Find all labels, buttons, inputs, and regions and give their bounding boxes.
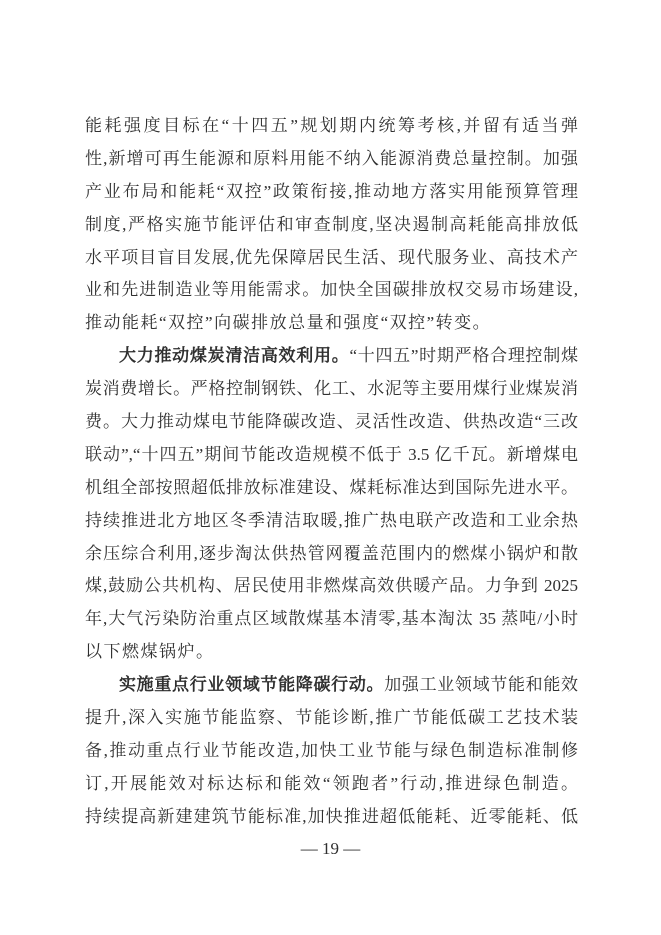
page-number: — 19 — — [300, 839, 361, 858]
text-segment: 机组全部按照超低排放标准建设、煤耗标准达到国际先进水平。 — [85, 477, 578, 497]
text-segment: 性,新增可再生能源和原料用能不纳入能源消费总量控制。加强 — [85, 148, 578, 168]
text-line — [85, 538, 578, 571]
text-line — [85, 274, 578, 307]
text-line — [85, 209, 578, 242]
bold-sentence: 大力推动煤炭清洁高效利用。 — [119, 346, 350, 366]
text-segment: 煤,鼓励公共机构、居民使用非燃煤高效供暖产品。力争到 2025 — [85, 576, 578, 596]
text-segment: 以下燃煤锅炉。 — [85, 642, 215, 662]
text-line — [85, 110, 578, 143]
text-line — [85, 702, 578, 735]
text-segment: 水平项目盲目发展,优先保障居民生活、现代服务业、高技术产 — [85, 247, 578, 267]
text-segment: 费。大力推动煤电节能降碳改造、灵活性改造、供热改造“三改 — [85, 412, 578, 432]
text-segment: 加强工业领域节能和能效 — [384, 675, 578, 695]
text-segment: 推动能耗“双控”向碳排放总量和强度“双控”转变。 — [85, 313, 492, 333]
text-segment: 产业布局和能耗“双控”政策衔接,推动地方落实用能预算管理 — [85, 181, 578, 201]
text-line — [85, 505, 578, 538]
text-line — [85, 472, 578, 505]
text-line — [85, 570, 578, 603]
text-segment: 业和先进制造业等用能需求。加快全国碳排放权交易市场建设, — [85, 280, 578, 300]
text-segment: 持续推进北方地区冬季清洁取暖,推广热电联产改造和工业余热 — [85, 510, 578, 530]
document-body — [85, 110, 578, 834]
text-segment: 余压综合利用,逐步淘汰供热管网覆盖范围内的燃煤小锅炉和散 — [85, 543, 578, 563]
text-segment: 联动”,“十四五”期间节能改造规模不低于 3.5 亿千瓦。新增煤电 — [85, 444, 578, 464]
text-segment: 制度,严格实施节能评估和审查制度,坚决遏制高耗能高排放低 — [85, 214, 578, 234]
text-segment: 年,大气污染防治重点区域散煤基本清零,基本淘汰 35 蒸吨/小时 — [85, 609, 578, 629]
bold-sentence: 实施重点行业领域节能降碳行动。 — [119, 675, 385, 695]
text-segment: 订,开展能效对标达标和能效“领跑者”行动,推进绿色制造。 — [85, 773, 578, 793]
text-segment: 提升,深入实施节能监察、节能诊断,推广节能低碳工艺技术装 — [85, 708, 578, 728]
text-line — [85, 143, 578, 176]
text-line — [85, 439, 578, 472]
text-segment: 炭消费增长。严格控制钢铁、化工、水泥等主要用煤行业煤炭消 — [85, 379, 578, 399]
text-line — [85, 373, 578, 406]
text-line — [85, 801, 578, 834]
text-segment: 持续提高新建建筑节能标准,加快推进超低能耗、近零能耗、低 — [85, 806, 578, 826]
text-line — [85, 176, 578, 209]
text-line — [85, 735, 578, 768]
text-line — [85, 636, 578, 669]
text-segment: 备,推动重点行业节能改造,加快工业节能与绿色制造标准制修 — [85, 740, 578, 760]
text-line — [85, 340, 578, 373]
text-line — [85, 307, 578, 340]
text-line — [85, 242, 578, 275]
text-segment: 能耗强度目标在“十四五”规划期内统筹考核,并留有适当弹 — [85, 116, 578, 135]
text-line — [85, 603, 578, 636]
text-line — [85, 669, 578, 702]
text-line — [85, 768, 578, 801]
text-segment: “十四五”时期严格合理控制煤 — [349, 346, 578, 366]
text-line — [85, 406, 578, 439]
